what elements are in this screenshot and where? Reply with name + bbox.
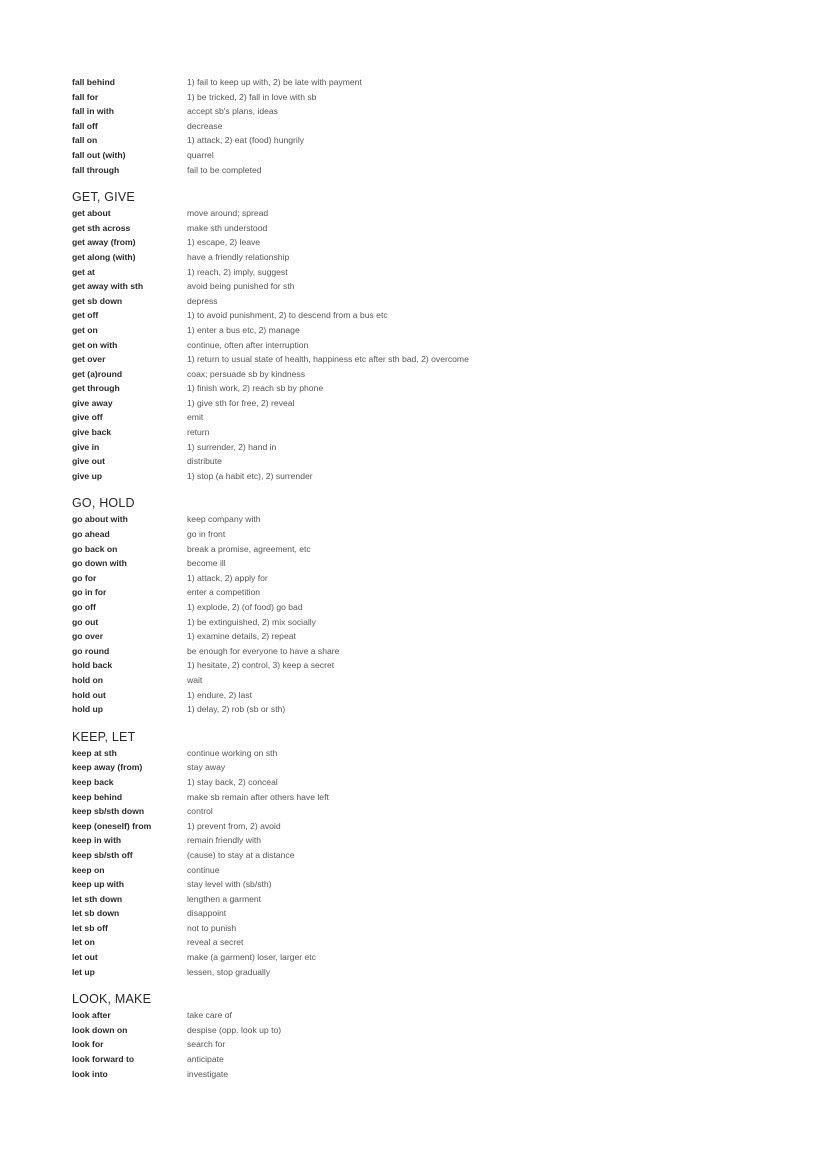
entry-row [72,90,772,105]
definition: make sb remain after others have left [187,791,329,802]
phrasal-verb: hold back [72,660,113,671]
phrasal-verb: keep sb/sth off [72,849,133,860]
definition: 1) surrender, 2) hand in [187,441,277,452]
phrasal-verb: get over [72,354,106,365]
phrasal-verb: give off [72,412,103,423]
definition: lengthen a garment [187,893,262,904]
phrasal-verb: get away (from) [72,237,136,248]
phrasal-verb: go about with [72,514,128,525]
definition: despise (opp. look up to) [187,1024,282,1035]
phrasal-verb: give in [72,441,100,452]
entry-row [72,440,772,455]
phrasal-verb: hold up [72,704,104,715]
definition: 1) attack, 2) apply for [187,572,268,583]
entry-row [72,294,772,309]
entry-row [72,760,772,775]
entry-row [72,673,772,688]
definition: investigate [187,1068,229,1079]
entry-row [72,600,772,615]
entry-row [72,1023,772,1038]
definition: 1) finish work, 2) reach sb by phone [187,383,324,394]
definition: anticipate [187,1054,224,1065]
phrasal-verb: keep at sth [72,747,117,758]
phrasal-verb: give out [72,456,105,467]
entry-row [72,1008,772,1023]
entry-row [72,527,772,542]
phrasal-verb: go ahead [72,529,110,540]
phrasal-verb: let out [72,952,98,963]
definition: stay away [187,762,226,773]
definition: decrease [187,120,223,131]
phrasal-verb: go over [72,631,104,642]
definition: not to punish [187,922,237,933]
phrasal-verb-list [72,75,772,1081]
phrasal-verb: get (a)round [72,368,123,379]
entry-row [72,1037,772,1052]
definition: stay level with (sb/sth) [187,879,272,890]
phrasal-verb: get sth across [72,222,131,233]
definition: make sth understood [187,222,268,233]
entry-row [72,746,772,761]
entry-row [72,265,772,280]
phrasal-verb: look after [72,1010,111,1021]
definition: depress [187,295,218,306]
definition: wait [187,674,203,685]
definition: take care of [187,1010,232,1021]
definition: 1) prevent from, 2) avoid [187,820,281,831]
phrasal-verb: fall off [72,120,98,131]
entry-row [72,863,772,878]
entry-row [72,338,772,353]
definition: have a friendly relationship [187,251,290,262]
entry-row [72,688,772,703]
definition: avoid being punished for sth [187,281,295,292]
phrasal-verb: look into [72,1068,108,1079]
phrasal-verb: fall in with [72,106,115,117]
entry-row [72,410,772,425]
entry-row [72,163,772,178]
phrasal-verb: let on [72,937,95,948]
definition: 1) delay, 2) rob (sb or sth) [187,704,286,715]
definition: disappoint [187,908,227,919]
section [72,991,772,1081]
phrasal-verb: give away [72,397,113,408]
entry-row [72,308,772,323]
entry-row [72,352,772,367]
section-heading: LOOK, MAKE [72,992,152,1007]
definition: control [187,806,213,817]
definition: 1) be tricked, 2) fall in love with sb [187,91,317,102]
entry-row [72,892,772,907]
definition: lessen, stop gradually [187,966,271,977]
definition: fail to be completed [187,164,262,175]
entry-row [72,425,772,440]
entry-row [72,644,772,659]
definition: 1) escape, 2) leave [187,237,261,248]
definition: 1) be extinguished, 2) mix socially [187,616,316,627]
definition: break a promise, agreement, etc [187,543,311,554]
section-heading: KEEP, LET [72,729,136,744]
definition: enter a competition [187,587,261,598]
phrasal-verb: look for [72,1039,104,1050]
entry-row [72,819,772,834]
entry-row [72,279,772,294]
entry-row [72,454,772,469]
phrasal-verb: go out [72,616,99,627]
section-heading: GET, GIVE [72,190,135,205]
entry-row [72,367,772,382]
definition: 1) stop (a habit etc), 2) surrender [187,470,313,481]
entry-row [72,658,772,673]
definition: coax; persuade sb by kindness [187,368,305,379]
phrasal-verb: give up [72,470,103,481]
phrasal-verb: go back on [72,543,118,554]
phrasal-verb: fall behind [72,77,115,87]
definition: continue [187,864,220,875]
definition: search for [187,1039,226,1050]
definition: 1) reach, 2) imply, suggest [187,266,288,277]
section [72,495,772,716]
definition: 1) explode, 2) (of food) go bad [187,602,303,612]
phrasal-verb: get on [72,324,98,335]
phrasal-verb: fall for [72,91,99,102]
entry-row [72,148,772,163]
phrasal-verb: let up [72,966,95,977]
definition: become ill [187,558,226,569]
entry-row [72,323,772,338]
phrasal-verb: keep up with [72,879,125,890]
phrasal-verb: let sth down [72,893,123,904]
entry-row [72,615,772,630]
phrasal-verb: keep in with [72,835,122,846]
phrasal-verb: go down with [72,558,127,569]
phrasal-verb: go in for [72,587,107,598]
phrasal-verb: get through [72,383,120,394]
definition: 1) stay back, 2) conceal [187,776,278,787]
entry-row [72,585,772,600]
definition: (cause) to stay at a distance [187,849,295,860]
definition: 1) hesitate, 2) control, 3) keep a secret [187,660,335,671]
definition: go in front [187,529,226,540]
definition: move around; spread [187,208,269,219]
phrasal-verb: get sb down [72,295,123,306]
definition: quarrel [187,149,214,160]
entry-row [72,775,772,790]
definition: continue, often after interruption [187,339,309,350]
entry-row [72,206,772,221]
phrasal-verb: go off [72,602,96,612]
phrasal-verb: keep (oneself) from [72,820,152,831]
phrasal-verb: go for [72,572,97,583]
entry-row [72,75,772,90]
entry-row [72,469,772,484]
section [72,75,772,177]
entry-row [72,1052,772,1067]
phrasal-verb: fall out (with) [72,149,126,160]
definition: continue working on sth [187,747,278,758]
definition: accept sb's plans, ideas [187,106,278,117]
entry-row [72,512,772,527]
entry-row [72,542,772,557]
definition: 1) give sth for free, 2) reveal [187,397,295,408]
definition: 1) attack, 2) eat (food) hungrily [187,135,305,146]
phrasal-verb: keep sb/sth down [72,806,145,817]
definition: emit [187,412,204,423]
definition: reveal a secret [187,937,244,948]
entry-row [72,790,772,805]
phrasal-verb: keep back [72,776,114,787]
definition: remain friendly with [187,835,262,846]
entry-row [72,950,772,965]
entry-row [72,1067,772,1082]
phrasal-verb: keep behind [72,791,123,802]
phrasal-verb: let sb down [72,908,120,919]
phrasal-verb: keep on [72,864,105,875]
phrasal-verb: go round [72,645,110,656]
definition: 1) to avoid punishment, 2) to descend from a bus etc [187,310,388,321]
entry-row [72,119,772,134]
phrasal-verb: let sb off [72,922,108,933]
definition: be enough for everyone to have a share [187,645,340,656]
section [72,729,772,980]
entry-row [72,848,772,863]
definition: 1) endure, 2) last [187,689,252,700]
entry-row [72,702,772,717]
phrasal-verb: look down on [72,1024,128,1035]
entry-row [72,833,772,848]
entry-row [72,906,772,921]
entry-row [72,381,772,396]
phrasal-verb: get off [72,310,99,321]
phrasal-verb: get along (with) [72,251,136,262]
entry-row [72,877,772,892]
section [72,189,772,483]
definition: keep company with [187,514,261,525]
phrasal-verb: get at [72,266,95,277]
entry-row [72,104,772,119]
definition: make (a garment) loser, larger etc [187,952,316,963]
entry-row [72,629,772,644]
definition: distribute [187,456,222,467]
section-heading: GO, HOLD [72,496,135,511]
definition: 1) return to usual state of health, happiness etc after sth bad, 2) overcome [187,354,469,365]
entry-row [72,396,772,411]
entry-row [72,921,772,936]
phrasal-verb: give back [72,427,112,438]
entry-row [72,250,772,265]
phrasal-verb: hold out [72,689,106,700]
phrasal-verb: keep away (from) [72,762,143,773]
phrasal-verb: get away with sth [72,281,144,292]
phrasal-verb: hold on [72,674,104,685]
phrasal-verb: look forward to [72,1054,135,1065]
phrasal-verb: fall through [72,164,120,175]
definition: 1) fail to keep up with, 2) be late with payment [187,77,362,87]
definition: 1) enter a bus etc, 2) manage [187,324,300,335]
entry-row [72,965,772,980]
entry-row [72,235,772,250]
entry-row [72,935,772,950]
entry-row [72,571,772,586]
definition: return [187,427,210,438]
phrasal-verb: fall on [72,135,98,146]
entry-row [72,221,772,236]
entry-row [72,133,772,148]
phrasal-verb: get on with [72,339,118,350]
entry-row [72,556,772,571]
entry-row [72,804,772,819]
phrasal-verb: get about [72,208,111,219]
definition: 1) examine details, 2) repeat [187,631,296,642]
